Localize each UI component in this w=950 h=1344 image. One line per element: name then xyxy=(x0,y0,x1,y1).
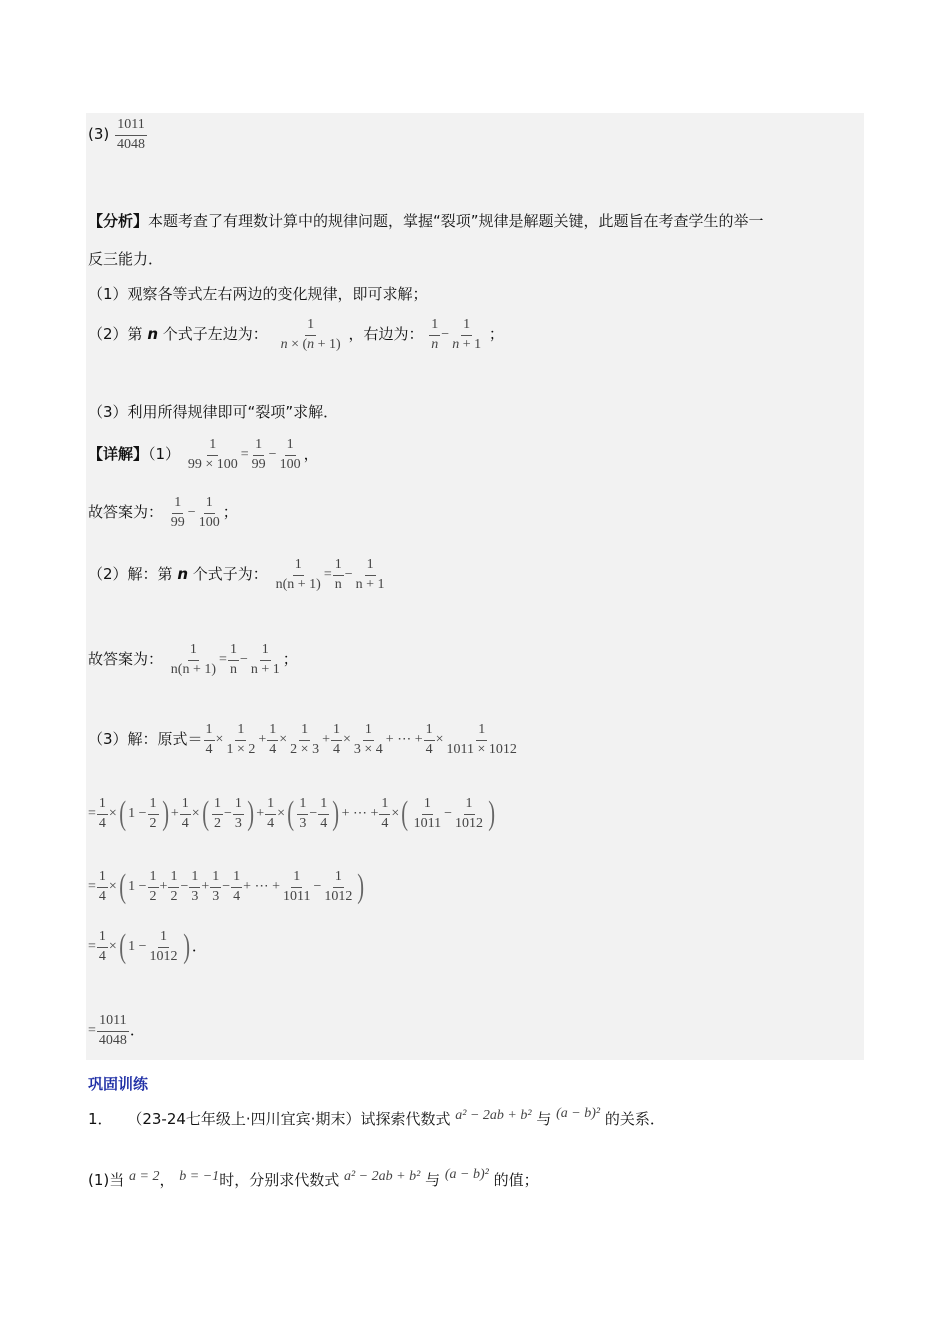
detail-part3-line4: = $\frac{1}{4}$ ×( 1 − $\frac{1}{1012}$ ) ． xyxy=(88,928,207,966)
step2-left-fraction: $\frac{1}{n \times (n + 1)}$ xyxy=(280,317,341,352)
item3-result xyxy=(88,118,148,152)
detail-part2: （2）解：第 n 个式子为： $\frac{1}{n(n + 1)}$ = $\frac{1}{n}$ − $\frac{1}{n + 1}$ xyxy=(88,557,385,592)
detail-part3-line1: （3）解：原式＝ $\frac{1}{4}$ × $\frac{1}{1 \times 2}$ + $\frac{1}{4}$ × $\frac{1}{2 \times 3}$ + $\frac{1}{4}$ × $\frac{1}{3 \times 4}$ + ⋯ + $\frac{1}{4}$ × $\frac{1}{1011 \times 1012}$ xyxy=(88,722,517,757)
item3-label: (3) xyxy=(88,125,110,144)
analysis-step3: （3）利用所得规律即可“裂项”求解． xyxy=(88,403,339,421)
item3-fraction: $\frac{1011}{4048}$ xyxy=(117,117,146,152)
detail-part3-result: = $\frac{1011}{4048}$ ． xyxy=(88,1013,145,1048)
detail-part3-line3: = $\frac{1}{4}$ ×( 1 − $\frac{1}{2}$ + $\frac{1}{2}$ − $\frac{1}{3}$ + $\frac{1}{3}$ − $\frac{1}{4}$ + ⋯ + $\frac{1}{1011}$ − $\frac{1}{1012}$ ) xyxy=(88,868,365,906)
detail-part1: 【详解】（1） $\frac{1}{99 \times 100}$ = $\frac{1}{99}$ − $\frac{1}{100}$ ， xyxy=(88,437,319,472)
detail-part3-line2: = $\frac{1}{4}$ ×( 1 − $\frac{1}{2}$ ) + $\frac{1}{4}$ ×( $\frac{1}{2}$ − $\frac{1}{3}$ ) + $\frac{1}{4}$ ×( $\frac{1}{3}$ − $\frac{1}{4}$ ) + ⋯ + $\frac{1}{4}$ ×( $\frac{1}{1011}$ − $\frac{1}{1012}$ ) xyxy=(88,795,496,833)
exercise-1: 1． （23-24七年级上·四川宜宾·期末）试探索代数式 a² − 2ab + b² 与 (a − b)² 的关系． xyxy=(88,1106,665,1128)
section-title: 巩固训练 xyxy=(88,1075,149,1093)
detail-answer1: 故答案为： $\frac{1}{99}$ − $\frac{1}{100}$ ； xyxy=(88,495,238,530)
analysis-step1: （1）观察各等式左右两边的变化规律，即可求解； xyxy=(88,285,428,303)
analysis-step2: （2）第 n 个式子左边为： $\frac{1}{n \times (n + 1)}$ ，右边为： $\frac{1}{n}$ − $\frac{1}{n + 1}$ ； xyxy=(88,317,504,352)
analysis-line2: 反三能力． xyxy=(88,250,164,268)
analysis-line1: 【分析】本题考查了有理数计算中的规律问题，掌握“裂项”规律是解题关键，此题旨在考查学生的举一 xyxy=(88,212,764,230)
detail-answer2: 故答案为： $\frac{1}{n(n + 1)}$ = $\frac{1}{n}$ − $\frac{1}{n + 1}$ ； xyxy=(88,642,298,677)
exercise-1-sub1: (1)当 a = 2， b = −1时，分别求代数式 a² − 2ab + b² 与 (a − b)² 的值； xyxy=(88,1167,539,1189)
